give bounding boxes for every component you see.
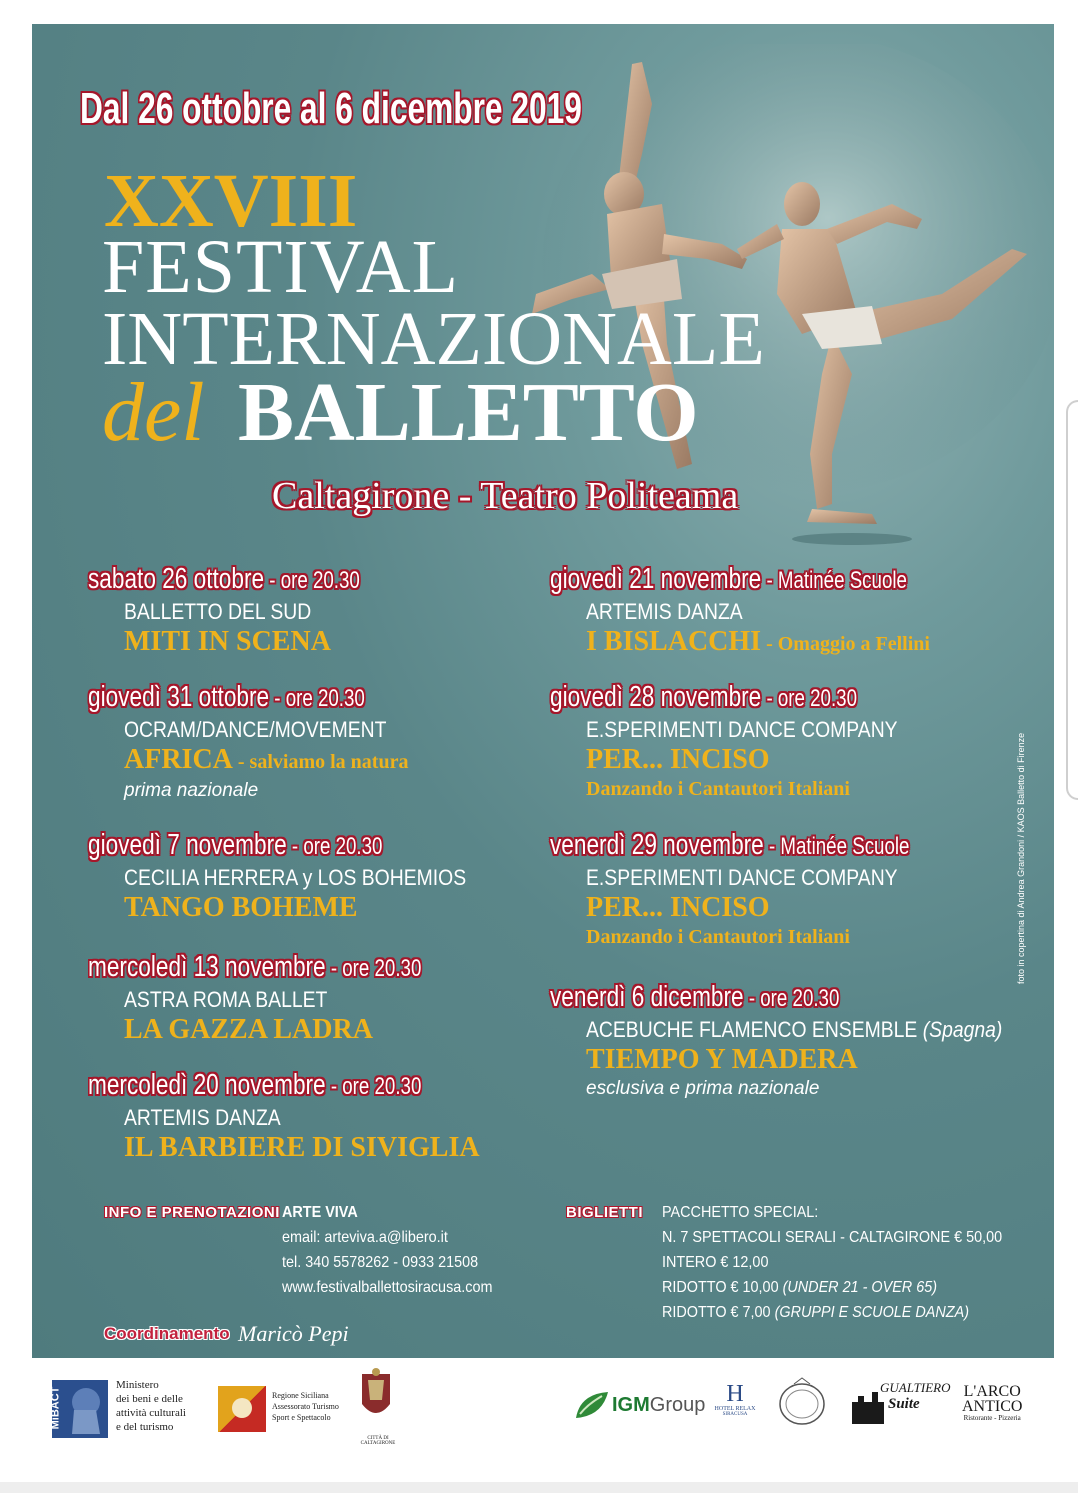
- ticket-package: PACCHETTO SPECIAL:: [662, 1204, 819, 1221]
- edition-number: XXVIII: [104, 159, 358, 243]
- scrollbar[interactable]: [1066, 400, 1078, 800]
- event-company: BALLETTO DEL SUD: [124, 599, 312, 624]
- event-show: TIEMPO Y MADERA: [586, 1044, 858, 1075]
- ticket-full-price: INTERO € 12,00: [662, 1254, 769, 1271]
- ticket-reduced-2: RIDOTTO € 7,00 (GRUPPI E SCUOLE DANZA): [662, 1304, 969, 1321]
- city-text: CITTÀ DI CALTAGIRONE: [360, 1436, 396, 1446]
- event-company: ARTEMIS DANZA: [586, 599, 743, 624]
- tickets-label: BIGLIETTI: [566, 1204, 643, 1221]
- bottom-bar: [0, 1482, 1078, 1493]
- event-item: [550, 680, 1020, 802]
- restaurant-emblem-icon: [774, 1376, 830, 1430]
- regione-text-line: Regione Siciliana: [272, 1391, 329, 1400]
- event-company: E.SPERIMENTI DANCE COMPANY: [586, 717, 898, 742]
- regione-text-line: Assessorato Turismo: [272, 1402, 339, 1411]
- arco-text: L'ARCO: [963, 1383, 1021, 1400]
- event-item: [88, 680, 558, 804]
- event-company: OCRAM/DANCE/MOVEMENT: [124, 717, 387, 742]
- coordination-name: Maricò Pepi: [238, 1321, 349, 1346]
- event-company: ARTEMIS DANZA: [124, 1105, 281, 1130]
- event-subtitle: Danzando i Cantautori Italiani: [586, 778, 850, 800]
- igm-logo: [612, 1394, 705, 1417]
- event-show: IL BARBIERE DI SIVIGLIA: [124, 1132, 480, 1163]
- event-item: [88, 1068, 558, 1164]
- title-balletto: BALLETTO: [238, 366, 699, 459]
- gualtiero-text: GUALTIERO: [880, 1380, 951, 1395]
- caltagirone-crest-icon: [358, 1368, 394, 1430]
- info-email: email: arteviva.a@libero.it: [282, 1229, 448, 1246]
- event-note: prima nazionale: [124, 780, 259, 801]
- event-date: venerdì 29 novembre - Matinée Scuole: [550, 829, 910, 861]
- hotel-relax-logo: [712, 1382, 758, 1417]
- event-item: [550, 980, 1020, 1102]
- gualtiero-suite-logo: [880, 1380, 951, 1413]
- hotel-h-mark: H: [726, 1381, 744, 1407]
- event-company: ACEBUCHE FLAMENCO ENSEMBLE (Spagna): [586, 1017, 1003, 1042]
- regione-text-line: Sport e Spettacolo: [272, 1413, 331, 1422]
- group-text: Group: [649, 1394, 706, 1416]
- event-note: esclusiva e prima nazionale: [586, 1078, 820, 1099]
- leaf-icon: [574, 1388, 610, 1422]
- event-date: giovedì 7 novembre - ore 20.30: [88, 829, 383, 861]
- event-date: venerdì 6 dicembre - ore 20.30: [550, 981, 840, 1013]
- arco-antico-logo: [962, 1384, 1022, 1422]
- ticket-package-price: N. 7 SPETTACOLI SERALI - CALTAGIRONE € 50,00: [662, 1229, 1003, 1246]
- event-item: [88, 828, 558, 924]
- info-label: INFO E PRENOTAZIONI: [104, 1204, 280, 1221]
- photo-credit: foto in copertina di Andrea Grandoni / KAOS Balletto di Firenze: [1016, 732, 1026, 984]
- event-date: sabato 26 ottobre - ore 20.30: [88, 563, 360, 595]
- antico-text: ANTICO: [962, 1398, 1023, 1415]
- info-phone: tel. 340 5578262 - 0933 21508: [282, 1254, 479, 1271]
- event-company: CECILIA HERRERA y LOS BOHEMIOS: [124, 865, 467, 890]
- igm-text: IGM: [612, 1394, 650, 1416]
- regione-siciliana-flag-icon: [218, 1386, 266, 1432]
- title-del: del: [102, 366, 205, 459]
- info-org: ARTE VIVA: [282, 1204, 358, 1221]
- mibact-text-line: attività culturali: [116, 1407, 186, 1419]
- festival-dates: Dal 26 ottobre al 6 dicembre 2019: [80, 84, 582, 133]
- event-date: mercoledì 20 novembre - ore 20.30: [88, 1069, 422, 1101]
- event-item: [550, 562, 1020, 660]
- event-show: PER... INCISO: [586, 892, 770, 923]
- event-company: E.SPERIMENTI DANCE COMPANY: [586, 865, 898, 890]
- suite-text: Suite: [888, 1396, 920, 1412]
- event-show: PER... INCISO: [586, 744, 770, 775]
- ticket-reduced-1: RIDOTTO € 10,00 (UNDER 21 - OVER 65): [662, 1279, 938, 1296]
- regione-text: [272, 1390, 339, 1423]
- event-show: MITI IN SCENA: [124, 626, 331, 657]
- poster: [32, 24, 1054, 1358]
- event-show: LA GAZZA LADRA: [124, 1014, 373, 1045]
- event-date: giovedì 31 ottobre - ore 20.30: [88, 681, 365, 713]
- tickets-block: [662, 1200, 1040, 1325]
- mibact-text: [116, 1378, 186, 1434]
- event-company: ASTRA ROMA BALLET: [124, 987, 328, 1012]
- mibact-emblem-icon: [52, 1380, 108, 1438]
- event-date: mercoledì 13 novembre - ore 20.30: [88, 951, 422, 983]
- event-item: [88, 562, 558, 658]
- mibact-text-line: e del turismo: [116, 1421, 174, 1433]
- arco-subtitle: Ristorante - Pizzeria: [963, 1414, 1021, 1422]
- info-block: [282, 1200, 516, 1300]
- hotel-name: HOTEL RELAX: [714, 1406, 756, 1412]
- sponsor-logos: [0, 1358, 1078, 1458]
- hotel-city: SIRACUSA: [722, 1412, 748, 1417]
- mibact-logo: [49, 1380, 108, 1438]
- title-internazionale: INTERNAZIONALE: [102, 297, 765, 381]
- coordination-label: Coordinamento: [104, 1324, 230, 1343]
- event-item: [550, 828, 1020, 950]
- mibact-abbr: MiBACT: [49, 1386, 62, 1430]
- mibact-text-line: dei beni e delle: [116, 1393, 183, 1405]
- event-date: giovedì 21 novembre - Matinée Scuole: [550, 563, 907, 595]
- mibact-text-line: Ministero: [116, 1379, 159, 1391]
- event-item: [88, 950, 558, 1046]
- event-show: I BISLACCHI - Omaggio a Fellini: [586, 626, 930, 657]
- venue: Caltagirone - Teatro Politeama: [272, 475, 739, 517]
- title-festival: FESTIVAL: [102, 225, 460, 309]
- event-date: giovedì 28 novembre - ore 20.30: [550, 681, 858, 713]
- event-show: AFRICA - salviamo la natura: [124, 744, 409, 775]
- info-website: www.festivalballettosiracusa.com: [282, 1279, 493, 1296]
- event-show: TANGO BOHEME: [124, 892, 358, 923]
- event-subtitle: Danzando i Cantautori Italiani: [586, 926, 850, 948]
